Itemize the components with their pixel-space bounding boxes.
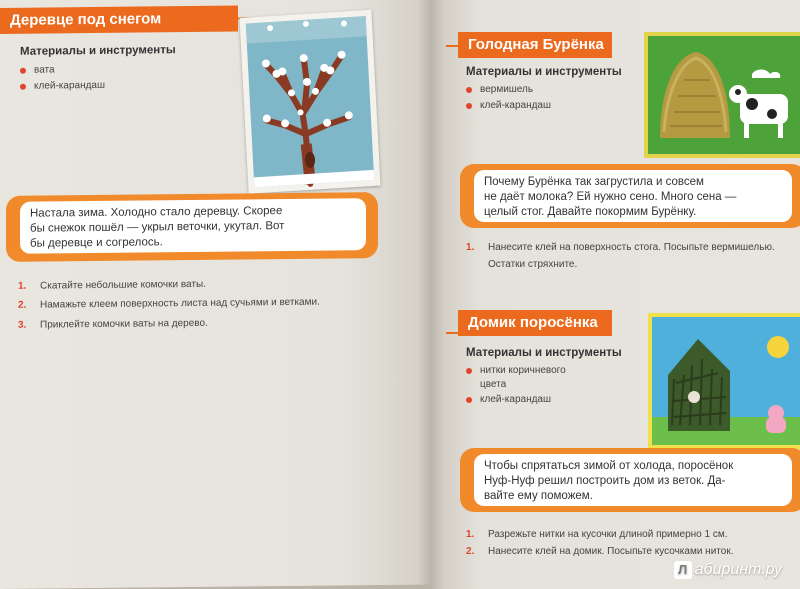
material-item: клей-карандаш	[20, 79, 105, 94]
story-box	[460, 448, 800, 512]
snow-tree-illustration	[239, 10, 380, 194]
step-text: Намажьте клеем поверхность листа над сучьями и ветками.	[40, 296, 320, 311]
story-box	[460, 164, 800, 228]
step-number: 1.	[18, 280, 27, 292]
step-number: 1.	[466, 242, 475, 253]
watermark-text: абиринт.ру	[694, 561, 782, 578]
step-number: 1.	[466, 529, 475, 540]
haystack-cow-craft-image	[644, 32, 800, 158]
story-line: Настала зима. Холодно стало деревцу. Скорее	[30, 205, 283, 220]
step-number: 3.	[18, 319, 27, 331]
story-box	[6, 192, 378, 262]
materials-heading: Материалы и инструменты	[466, 66, 622, 78]
step-number: 2.	[18, 299, 27, 311]
story-line: вайте ему поможем.	[484, 490, 593, 502]
materials-heading: Материалы и инструменты	[466, 347, 622, 359]
title-piglet-house: Домик поросёнка	[458, 310, 612, 336]
materials-heading: Материалы и инструменты	[20, 44, 176, 58]
story-line: Почему Бурёнка так загрустила и совсем	[484, 176, 704, 188]
instruction-step	[18, 315, 418, 332]
story-line: Нуф-Нуф решил построить дом из веток. Да-	[484, 475, 726, 487]
story-line: Чтобы спрятаться зимой от холода, поросёнок	[484, 460, 734, 472]
story-line: бы снежок пошёл — укрыл веточки, укутал. Вот	[30, 220, 285, 235]
instruction-step	[18, 276, 418, 293]
step-text-continued: Остатки стряхните.	[488, 259, 578, 270]
material-item-continued: цвета	[480, 379, 507, 390]
labirint-watermark	[674, 561, 782, 579]
step-text: Нанесите клей на поверхность стога. Посыпьте вермишелью.	[488, 242, 775, 253]
material-item: клей-карандаш	[466, 393, 551, 407]
instruction-step	[18, 295, 418, 312]
material-item: клей-карандаш	[466, 99, 551, 113]
material-item: вермишель	[466, 83, 533, 97]
haystack-cow-illustration	[644, 32, 800, 158]
story-line: целый стог. Давайте покормим Бурёнку.	[484, 206, 697, 218]
instruction-step	[466, 545, 800, 558]
step-number: 2.	[466, 546, 475, 557]
step-text: Нанесите клей на домик. Посыпьте кусочками ниток.	[488, 546, 734, 557]
piglet-house-craft-image	[648, 313, 800, 449]
title-hungry-cow: Голодная Бурёнка	[458, 32, 612, 58]
step-text: Разрежьте нитки на кусочки длиной примерно 1 см.	[488, 529, 728, 540]
title-tree-under-snow: Деревце под снегом	[0, 6, 238, 34]
story-line: бы деревце и согрелось.	[30, 236, 163, 250]
instruction-step	[466, 528, 800, 541]
material-item: вата	[20, 63, 55, 77]
snow-tree-craft-image	[239, 10, 380, 194]
story-line: не даёт молока? Ей нужно сено. Много сена —	[484, 191, 737, 203]
material-item: нитки коричневого	[466, 364, 566, 378]
right-page	[430, 0, 800, 589]
instruction-step	[466, 241, 800, 271]
step-text: Приклейте комочки ваты на дерево.	[40, 317, 208, 331]
labirint-logo-icon: Л	[674, 561, 692, 579]
branch-house-illustration	[648, 313, 800, 449]
step-text: Скатайте небольшие комочки ваты.	[40, 278, 206, 292]
